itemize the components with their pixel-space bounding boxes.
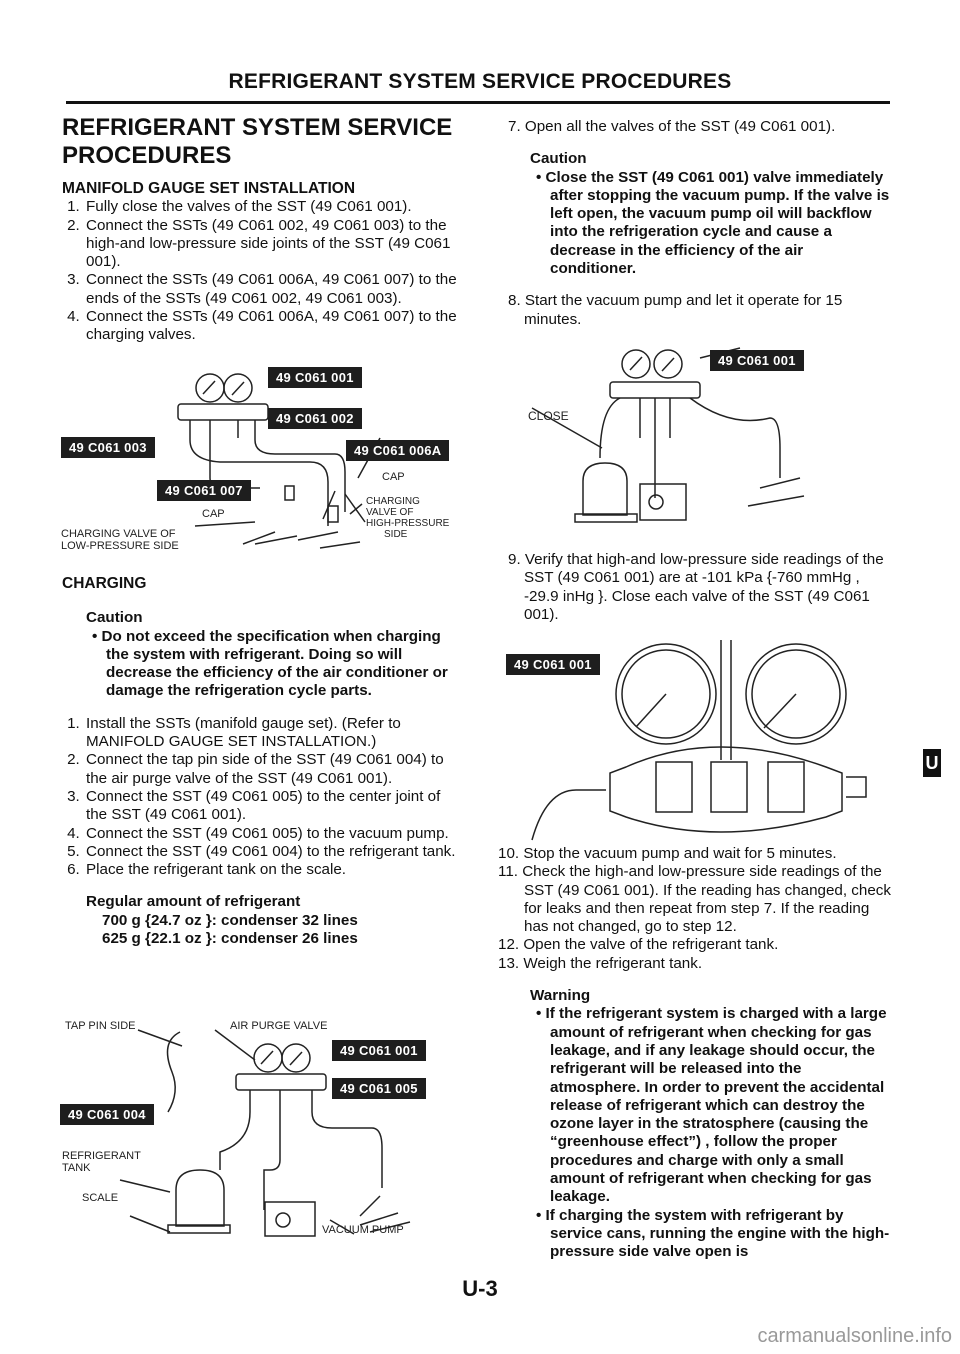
cap-label-right: CAP <box>382 471 405 483</box>
step-7: 7. Open all the valves of the SST (49 C061 001). <box>508 118 836 135</box>
right-column-top <box>508 118 890 329</box>
tag-sst-001: 49 C061 001 <box>268 367 362 388</box>
left-column <box>62 114 462 345</box>
step-9: 9. Verify that high-and low-pressure side readings of the SST (49 C061 001) are at -101 kPa {-760 mmHg , -29.9 inHg }. Close each valve of the SST (49 C061 001). <box>508 551 884 623</box>
step-8: 8. Start the vacuum pump and let it operate for 15 minutes. <box>508 292 843 328</box>
tag-sst-002: 49 C061 002 <box>268 408 362 429</box>
charging-section <box>62 575 462 948</box>
step-11: 11. Check the high-and low-pressure side readings of the SST (49 C061 001). If the reading has changed, check for leaks and then repeat from step 7. If the reading has not changed, go to step 12. <box>498 863 891 936</box>
footer-watermark: carmanualsonline.info <box>757 1325 952 1347</box>
step-12: 12. Open the valve of the refrigerant tank. <box>498 936 779 954</box>
list-item: 3. Connect the SST (49 C061 005) to the center joint of the SST (49 C061 001). <box>84 788 462 825</box>
charging-caution <box>62 609 462 700</box>
list-item: 3. Connect the SSTs (49 C061 006A, 49 C061 007) to the ends of the SSTs (49 C061 002, 49 C061 003). <box>84 271 462 308</box>
cap-label-left: CAP <box>202 508 225 520</box>
running-header: REFRIGERANT SYSTEM SERVICE PROCEDURES <box>228 70 732 93</box>
close-label: CLOSE <box>528 409 569 423</box>
tag-sst-004: 49 C061 004 <box>60 1104 154 1125</box>
page-number: U-3 <box>462 1276 498 1301</box>
air-purge-valve-label: AIR PURGE VALVE <box>230 1020 328 1032</box>
tag-sst-007: 49 C061 007 <box>157 480 251 501</box>
list-item: 6. Place the refrigerant tank on the scale. <box>84 861 462 879</box>
caution-bullet: • Do not exceed the specification when charging the system with refrigerant. Doing so will decrease the efficiency of the air conditioner or damage the refrigeration cycle parts. <box>92 627 448 700</box>
tag-sst-001: 49 C061 001 <box>332 1040 426 1061</box>
right-column-bottom <box>498 845 892 1262</box>
warning-bullet-1: • If the refrigerant system is charged with a large amount of refrigerant when checking for gas leakage, and if any leakage should occur, the refrigerant will be released into the atmosphere. In order to prevent the accidental release of refrigerant which can destroy the ozone layer in the stratosphere (causing the “greenhouse effect”) , follow the proper procedures and charge with only a small amount of refrigerant when checking for gas leakage. <box>536 1005 887 1206</box>
tap-pin-side-label: TAP PIN SIDE <box>65 1020 136 1032</box>
list-item: 1. Install the SSTs (manifold gauge set). (Refer to MANIFOLD GAUGE SET INSTALLATION.) <box>84 715 462 752</box>
section-side-tab: U <box>923 749 941 777</box>
list-item: 4. Connect the SST (49 C061 005) to the vacuum pump. <box>84 825 462 843</box>
charging-heading: CHARGING <box>62 575 147 592</box>
manifold-heading: MANIFOLD GAUGE SET INSTALLATION <box>62 180 356 197</box>
vacuum-caution: Caution • Close the SST (49 C061 001) valve immediately after stopping the vacuum pump. If the valve is left open, the vacuum pump oil will backflow into the refrigeration cycle and cause a decrease in the efficiency of the air conditioner. <box>530 150 890 278</box>
tag-sst-003: 49 C061 003 <box>61 437 155 458</box>
vacuum-diagram <box>520 338 890 538</box>
caution-label: Caution <box>86 609 143 627</box>
scale-label: SCALE <box>82 1192 119 1204</box>
charging-valve-hp-label: CHARGING VALVE OF HIGH-PRESSURE SIDE <box>366 496 450 540</box>
tag-sst-005: 49 C061 005 <box>332 1078 426 1099</box>
tag-sst-001: 49 C061 001 <box>710 350 804 371</box>
step-13: 13. Weigh the refrigerant tank. <box>498 954 703 972</box>
figure-manifold-installation <box>60 356 470 561</box>
list-item: 5. Connect the SST (49 C061 004) to the refrigerant tank. <box>84 843 462 861</box>
manifold-steps <box>62 198 462 344</box>
caution-bullet: • Close the SST (49 C061 001) valve immediately after stopping the vacuum pump. If the valve is left open, the vacuum pump oil will backflow into the refrigeration cycle and cause a decrease in the efficiency of the air conditioner. <box>536 168 890 278</box>
figure-gauge-readings <box>506 632 886 842</box>
vacuum-pump-label: VACUUM PUMP <box>322 1224 404 1236</box>
section-title: REFRIGERANT SYSTEM SERVICE PROCEDURES <box>62 114 453 169</box>
figure-vacuum-pump <box>520 338 890 538</box>
charging-valve-lp-label: CHARGING VALVE OF LOW-PRESSURE SIDE <box>61 528 179 552</box>
tag-sst-001: 49 C061 001 <box>506 654 600 675</box>
list-item: 1. Fully close the valves of the SST (49 C061 001). <box>84 198 462 216</box>
list-item: 2. Connect the tap pin side of the SST (49 C061 004) to the air purge valve of the SST (49 C061 001). <box>84 751 462 788</box>
regular-amount: Regular amount of refrigerant 700 g {24.7 oz }: condenser 32 lines 625 g {22.1 oz }: condenser 26 lines <box>86 893 358 948</box>
header-rule <box>66 101 890 104</box>
list-item: 2. Connect the SSTs (49 C061 002, 49 C061 003) to the high-and low-pressure side joints of the SST (49 C061 001). <box>84 217 462 272</box>
refrigerant-tank-label: REFRIGERANT TANK <box>62 1150 141 1174</box>
warning-block: Warning • If the refrigerant system is charged with a large amount of refrigerant when checking for gas leakage, and if any leakage should occur, the refrigerant will be released into the atmosphere. In order to prevent the accidental release of refrigerant which can destroy the ozone layer in the stratosphere (causing the “greenhouse effect”) , follow the proper procedures and charge with only a small amount of refrigerant when checking for gas leakage. • If charging the system with refrigerant by service cans, running the engine with the high-pressure side valve open is <box>498 987 892 1261</box>
figure-charging-setup <box>60 1020 470 1240</box>
tag-sst-006a: 49 C061 006A <box>346 440 449 461</box>
list-item: 4. Connect the SSTs (49 C061 006A, 49 C061 007) to the charging valves. <box>84 308 462 345</box>
charging-steps <box>62 715 462 880</box>
right-column-step9 <box>508 551 890 624</box>
warning-bullet-2: • If charging the system with refrigerant by service cans, running the engine with the high-pressure side valve open is <box>536 1206 890 1261</box>
step-10: 10. Stop the vacuum pump and wait for 5 minutes. <box>498 845 837 862</box>
